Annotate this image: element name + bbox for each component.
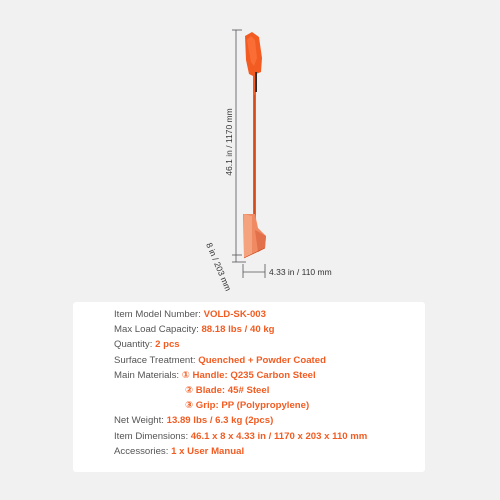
height-dimension xyxy=(224,30,242,255)
spec-materials xyxy=(114,368,367,383)
spec-accessories-value: 1 x User Manual xyxy=(171,445,245,457)
spec-surface xyxy=(114,353,367,368)
spec-model-label: Item Model Number: xyxy=(114,309,201,320)
blade-width-dimension xyxy=(243,264,332,278)
material-handle: Handle: Q235 Carbon Steel xyxy=(192,369,316,381)
spec-load-value: 88.18 lbs / 40 kg xyxy=(201,324,275,336)
spec-materials-label: Main Materials: xyxy=(114,369,180,381)
spec-model xyxy=(114,307,367,322)
spec-quantity-value: 2 pcs xyxy=(155,339,180,351)
material-grip: Grip: PP (Polypropylene) xyxy=(195,400,310,412)
spec-load-label: Max Load Capacity: xyxy=(114,324,199,336)
spec-materials-blade xyxy=(114,383,367,398)
material-marker-2: ② xyxy=(185,385,194,397)
spec-accessories xyxy=(114,444,367,459)
spec-materials-grip xyxy=(114,398,367,413)
spec-list xyxy=(114,307,367,459)
spec-load xyxy=(114,322,367,337)
spec-accessories-label: Accessories: xyxy=(114,445,169,457)
material-marker-3: ③ xyxy=(185,400,194,412)
scraper-blade xyxy=(243,214,266,258)
material-blade: Blade: 45# Steel xyxy=(195,385,270,397)
blade-width-label: 4.33 in / 110 mm xyxy=(269,267,332,277)
spec-surface-value: Quenched + Powder Coated xyxy=(198,354,326,366)
material-marker-1: ① xyxy=(181,369,190,381)
spec-model-value: VOLD-SK-003 xyxy=(203,309,266,320)
spec-surface-label: Surface Treatment: xyxy=(114,354,196,366)
spec-weight-label: Net Weight: xyxy=(114,415,164,427)
blade-length-label: 8 in / 203 mm xyxy=(204,241,234,293)
grip-icon xyxy=(255,72,257,92)
blade-length-dimension xyxy=(204,241,246,292)
spec-quantity-label: Quantity: xyxy=(114,339,153,351)
spec-dimensions-label: Item Dimensions: xyxy=(114,430,189,442)
height-label: 46.1 in / 1170 mm xyxy=(224,108,234,176)
scraper-handle xyxy=(245,32,262,227)
spec-weight xyxy=(114,413,367,428)
spec-dimensions-value: 46.1 x 8 x 4.33 in / 1170 x 203 x 110 mm xyxy=(190,430,368,442)
spec-weight-value: 13.89 lbs / 6.3 kg (2pcs) xyxy=(166,415,274,427)
spec-dimensions xyxy=(114,429,367,444)
spec-quantity xyxy=(114,337,367,352)
